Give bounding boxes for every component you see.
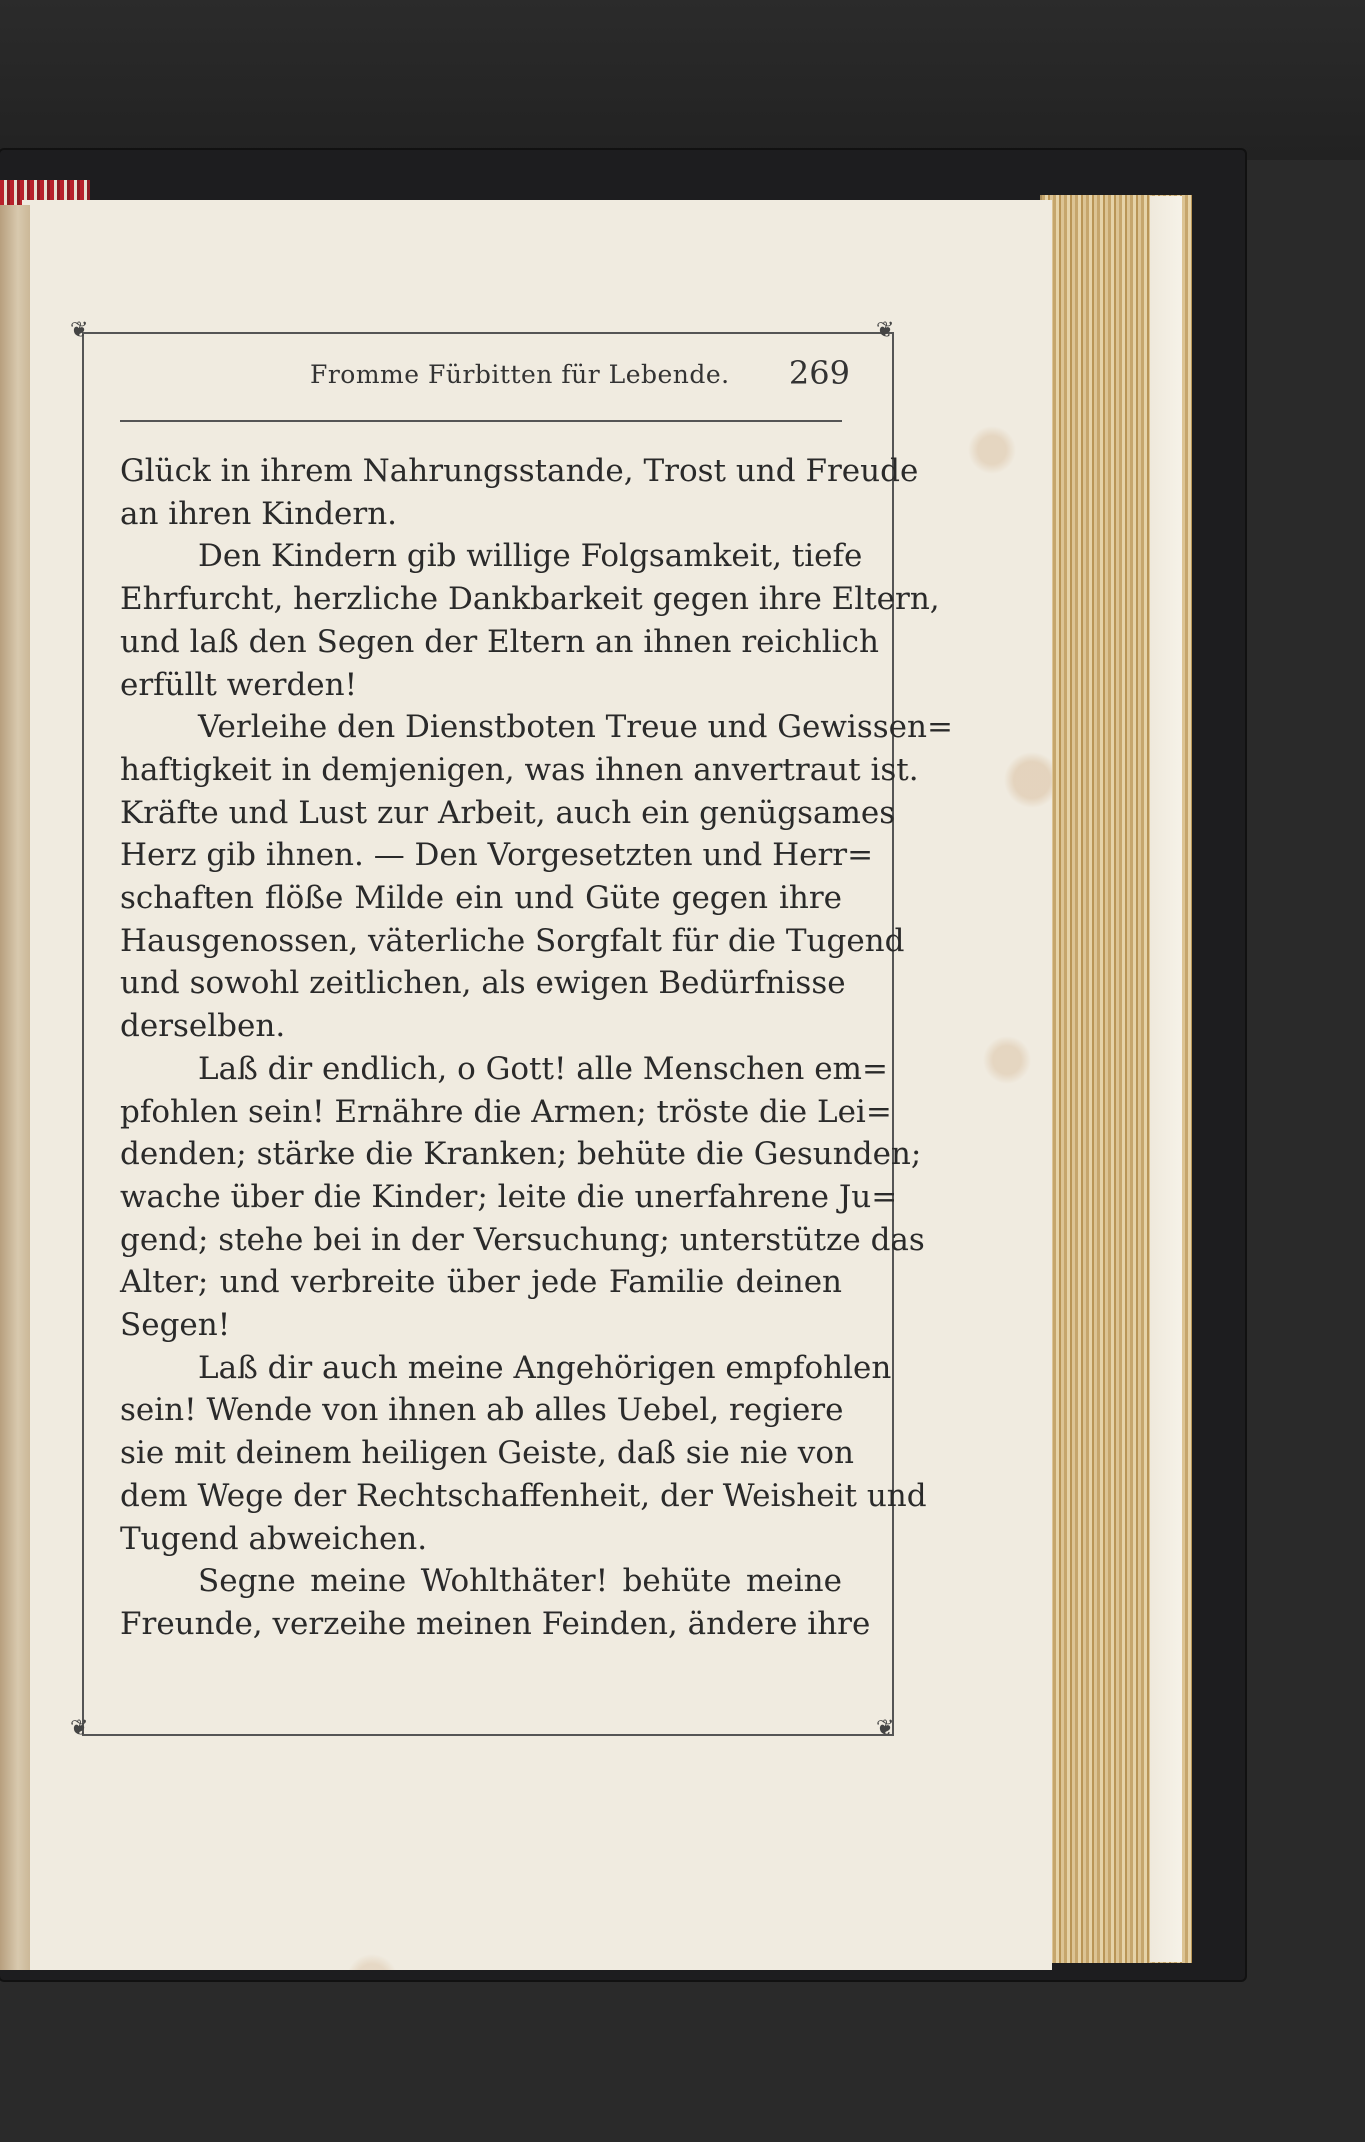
corner-ornament-icon: ❦ xyxy=(876,318,895,343)
text-line: derselben. xyxy=(120,1008,286,1045)
text-line: sein! Wende von ihnen ab alles Uebel, regiere xyxy=(120,1392,844,1429)
text-line: dem Wege der Rechtschaffenheit, der Weisheit und xyxy=(120,1477,927,1514)
text-line: wache über die Kinder; leite die unerfahrene Ju= xyxy=(120,1178,898,1215)
text-line: Kräfte und Lust zur Arbeit, auch ein genügsames xyxy=(120,794,896,831)
text-line: gend; stehe bei in der Versuchung; unterstütze das xyxy=(120,1221,925,1258)
running-head xyxy=(120,354,850,400)
text-line: sie mit deinem heiligen Geiste, daß sie nie von xyxy=(120,1435,854,1472)
text-line: denden; stärke die Kranken; behüte die Gesunden; xyxy=(120,1136,922,1173)
text-line: Ehrfurcht, herzliche Dankbarkeit gegen ihre Eltern, xyxy=(120,581,940,618)
corner-ornament-icon: ❦ xyxy=(70,318,89,343)
text-line: pfohlen sein! Ernähre die Armen; tröste die Lei= xyxy=(120,1093,892,1130)
text-line: erfüllt werden! xyxy=(120,666,358,703)
page-fore-edge xyxy=(1150,196,1182,1962)
text-line: Segen! xyxy=(120,1307,231,1344)
text-line: Laß dir endlich, o Gott! alle Menschen em= xyxy=(198,1050,888,1087)
body-text xyxy=(120,450,953,1646)
text-line: Tugend abweichen. xyxy=(120,1520,428,1557)
text-line: haftigkeit in demjenigen, was ihnen anvertraut ist. xyxy=(120,751,919,788)
text-line: Hausgenossen, väterliche Sorgfalt für die Tugend xyxy=(120,922,905,959)
text-line: Segne meine Wohlthäter! behüte meine xyxy=(198,1563,842,1600)
text-line: und sowohl zeitlichen, als ewigen Bedürfnisse xyxy=(120,965,846,1002)
text-line: Den Kindern gib willige Folgsamkeit, tiefe xyxy=(198,538,863,575)
page-number: 269 xyxy=(788,354,850,392)
dark-background xyxy=(0,0,1365,160)
text-line: Verleihe den Dienstboten Treue und Gewissen= xyxy=(198,709,953,746)
text-line: Glück in ihrem Nahrungsstande, Trost und Freude xyxy=(120,453,919,489)
left-page-edge xyxy=(0,205,30,1970)
text-line: an ihren Kindern. xyxy=(120,495,398,532)
text-line: und laß den Segen der Eltern an ihnen reichlich xyxy=(120,623,879,660)
text-line: Freunde, verzeihe meinen Feinden, ändere ihre xyxy=(120,1605,871,1642)
text-line: Herz gib ihnen. — Den Vorgesetzten und Herr= xyxy=(120,837,874,874)
corner-ornament-icon: ❦ xyxy=(70,1716,89,1741)
running-title: Fromme Fürbitten für Lebende. xyxy=(310,360,730,389)
header-rule xyxy=(120,420,842,422)
corner-ornament-icon: ❦ xyxy=(876,1716,895,1741)
text-line: schaften flöße Milde ein und Güte gegen ihre xyxy=(120,880,842,917)
text-line: Laß dir auch meine Angehörigen empfohlen xyxy=(198,1349,892,1386)
text-line: Alter; und verbreite über jede Familie deinen xyxy=(120,1264,842,1301)
